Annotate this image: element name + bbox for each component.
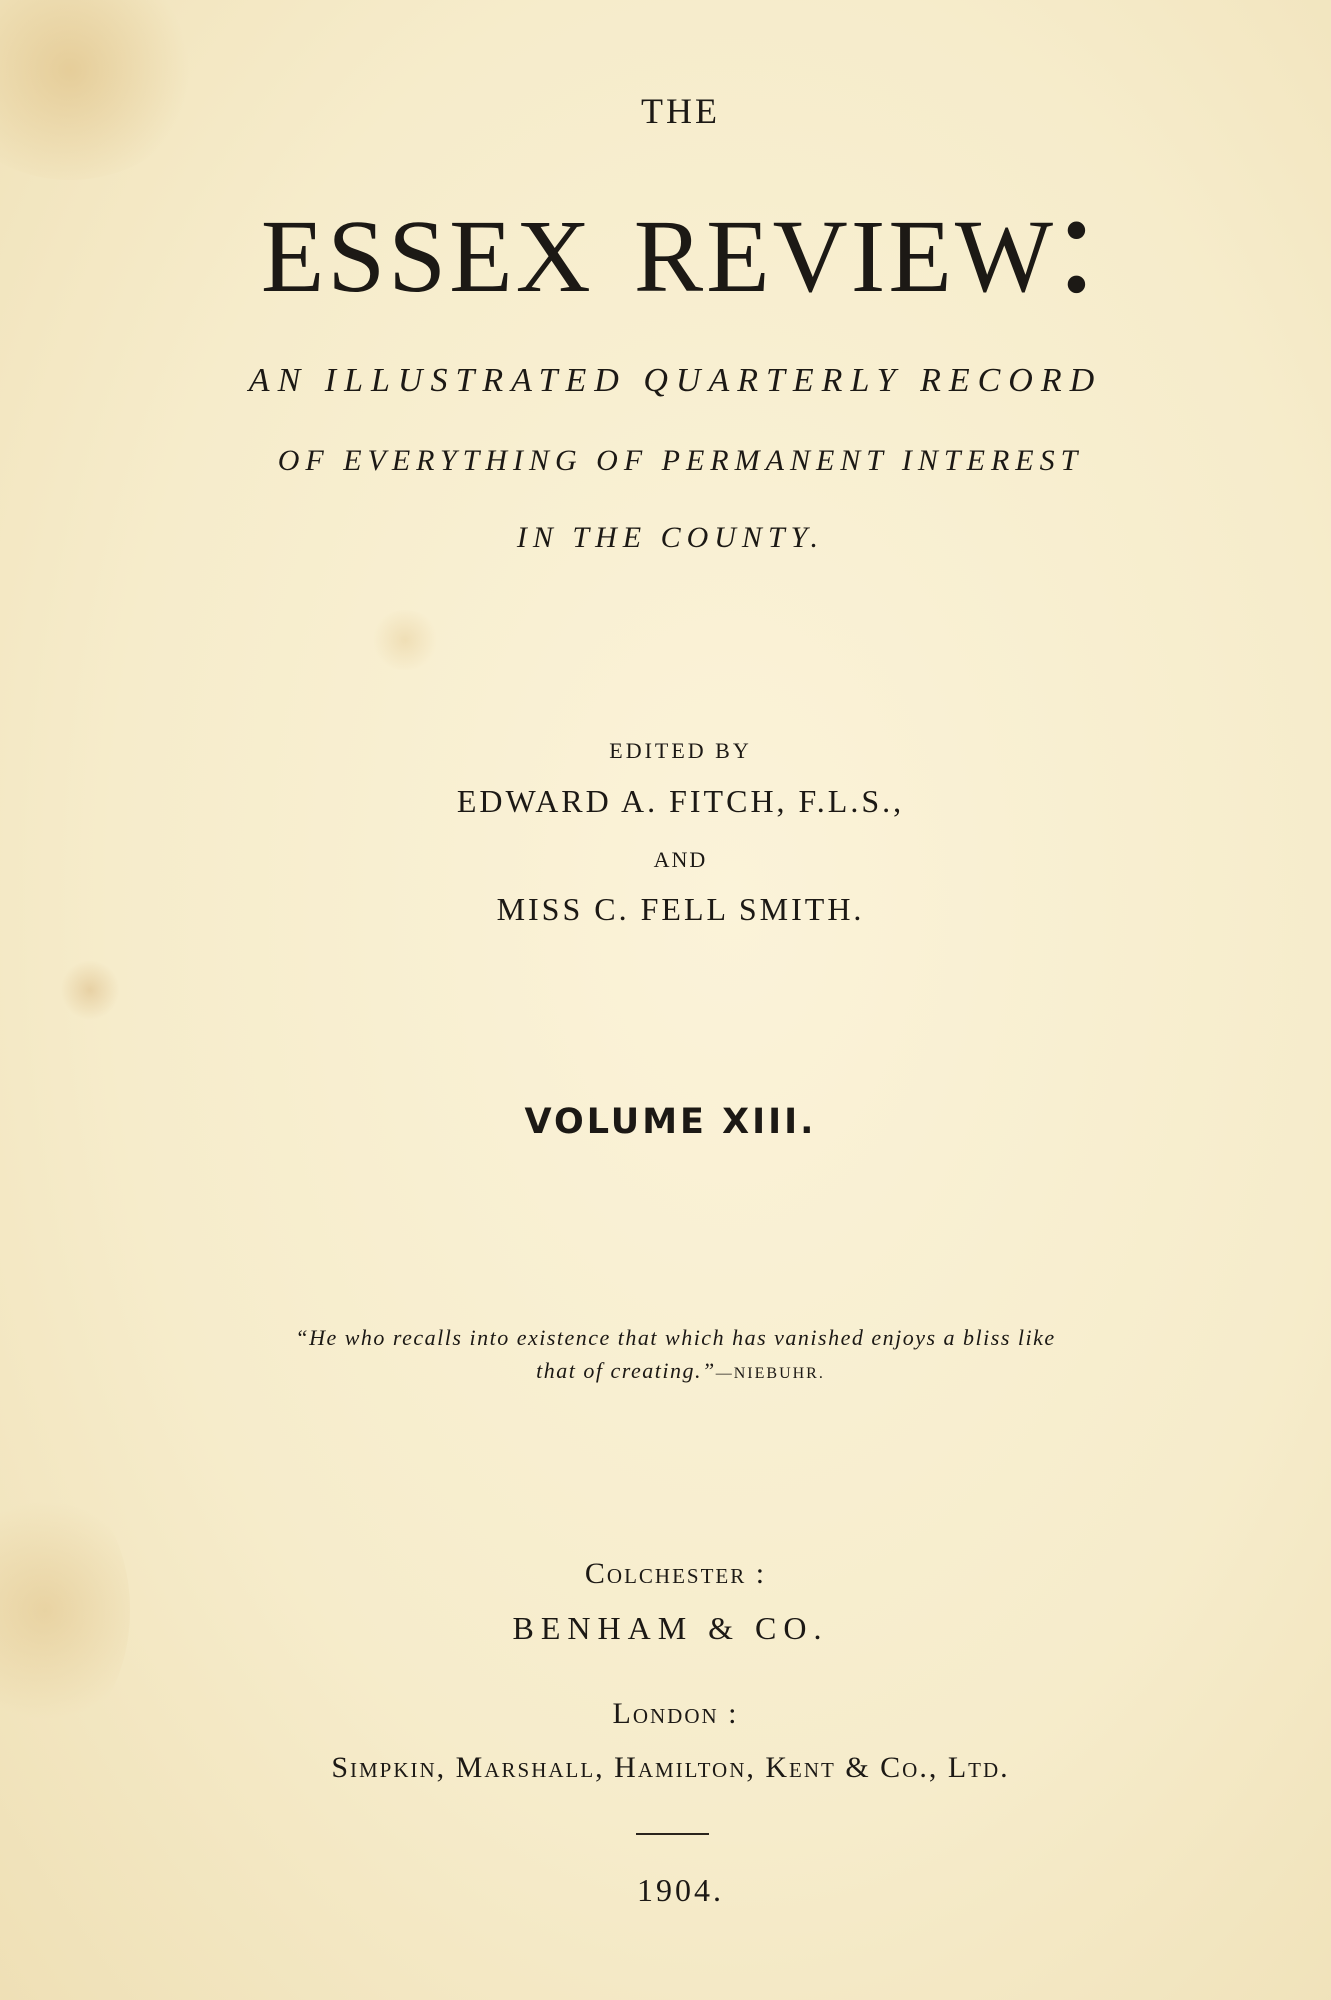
publication-title: essex review: — [260, 160, 1101, 324]
paper-stain — [370, 610, 440, 670]
epigraph-line-2 — [0, 1358, 1331, 1384]
epigraph-author: —NIEBUHR. — [715, 1365, 825, 1382]
publisher-name-1: BENHAM & CO. — [512, 1610, 829, 1646]
editor-name-2: MISS C. FELL SMITH. — [496, 891, 865, 927]
subtitle-line-3: IN THE COUNTY. — [516, 521, 825, 554]
divider-rule — [636, 1833, 709, 1835]
publisher-city-1: Colchester : — [584, 1557, 767, 1590]
publisher-city-2: London : — [612, 1697, 739, 1730]
epigraph-line-1: “He who recalls into existence that which has vanished enjoys a bliss like — [295, 1325, 1056, 1350]
publication-year: 1904. — [637, 1872, 724, 1908]
subtitle-line-2: OF EVERYTHING OF PERMANENT INTEREST — [277, 444, 1084, 477]
editor-name-1: EDWARD A. FITCH, F.L.S., — [456, 783, 905, 819]
epigraph-line-2-text: that of creating.” — [536, 1358, 716, 1383]
subtitle-line-1: AN ILLUSTRATED QUARTERLY RECORD — [248, 362, 1103, 399]
title-article: THE — [641, 91, 720, 131]
edited-by-label: EDITED BY — [609, 738, 752, 763]
volume-number: VOLUME XIII. — [524, 1102, 817, 1142]
paper-stain — [60, 960, 120, 1020]
and-label: AND — [653, 847, 708, 872]
publisher-name-2: Simpkin, Marshall, Hamilton, Kent & Co., Ltd. — [331, 1751, 1010, 1784]
